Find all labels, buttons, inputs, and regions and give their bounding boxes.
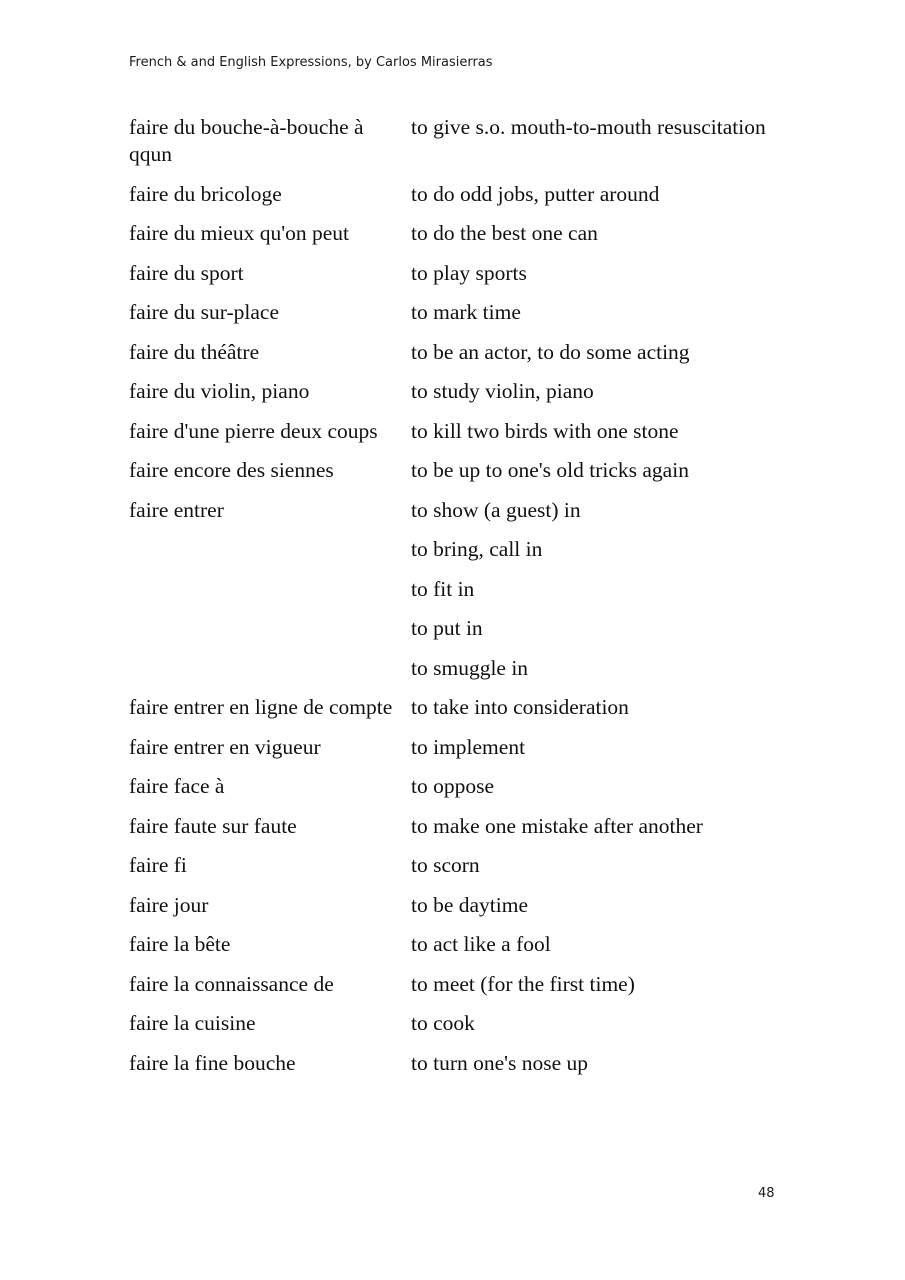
table-row	[129, 694, 769, 721]
english-translation: to show (a guest) in	[411, 497, 581, 522]
french-expression: faire entrer en ligne de compte	[129, 695, 393, 719]
english-translation: to bring, call in	[411, 537, 543, 561]
french-expression: faire la fine bouche	[129, 1050, 296, 1075]
english-translation: to mark time	[411, 300, 521, 324]
english-translation: to act like a fool	[411, 932, 551, 956]
french-expression: faire du sur-place	[129, 300, 279, 324]
french-expression: faire fi	[129, 853, 187, 877]
english-translation: to put in	[411, 616, 483, 640]
table-row	[129, 536, 769, 563]
table-row	[129, 114, 769, 168]
french-expression: faire d'une pierre deux coups	[129, 418, 378, 443]
table-row	[129, 615, 769, 642]
table-row	[129, 497, 769, 524]
table-row	[129, 773, 769, 800]
table-row	[129, 1010, 769, 1037]
table-row	[129, 418, 769, 445]
french-expression: faire entrer en vigueur	[129, 734, 321, 759]
table-row	[129, 655, 769, 682]
english-translation: to be up to one's old tricks again	[411, 458, 689, 482]
english-translation: to make one mistake after another	[411, 813, 703, 838]
english-translation: to scorn	[411, 853, 480, 877]
french-expression: faire jour	[129, 892, 209, 917]
running-header: French & and English Expressions, by Carlos Mirasierras	[129, 55, 493, 70]
table-row	[129, 1050, 769, 1077]
table-row	[129, 734, 769, 761]
french-expression: faire entrer	[129, 497, 224, 522]
french-expression: faire la cuisine	[129, 1011, 256, 1035]
table-row	[129, 378, 769, 405]
table-row	[129, 931, 769, 958]
french-expression: faire faute sur faute	[129, 813, 297, 838]
french-expression	[129, 615, 411, 642]
table-row	[129, 220, 769, 247]
english-translation: to play sports	[411, 260, 527, 285]
english-translation: to be daytime	[411, 892, 529, 917]
english-translation: to kill two birds with one stone	[411, 418, 679, 443]
table-row	[129, 457, 769, 484]
english-translation: to oppose	[411, 774, 495, 798]
english-translation: to take into consideration	[411, 695, 629, 719]
english-translation: to turn one's nose up	[411, 1050, 589, 1075]
page-number: 48	[758, 1186, 775, 1201]
french-expression: faire face à	[129, 774, 225, 798]
english-translation: to give s.o. mouth-to-mouth resuscitation	[411, 115, 766, 139]
english-translation: to meet (for the first time)	[411, 971, 635, 996]
english-translation: to be an actor, to do some acting	[411, 339, 690, 364]
french-expression: faire la bête	[129, 932, 231, 956]
french-expression: faire du théâtre	[129, 339, 260, 364]
french-expression: faire du bouche-à-bouche à qqun	[129, 115, 364, 166]
english-translation: to fit in	[411, 576, 475, 601]
table-row	[129, 339, 769, 366]
table-row	[129, 892, 769, 919]
french-expression	[129, 576, 411, 603]
table-row	[129, 576, 769, 603]
french-expression	[129, 536, 411, 563]
table-row	[129, 971, 769, 998]
expression-table	[129, 114, 769, 1089]
table-row	[129, 852, 769, 879]
french-expression: faire du violin, piano	[129, 379, 310, 403]
table-row	[129, 260, 769, 287]
english-translation: to do odd jobs, putter around	[411, 181, 660, 206]
french-expression: faire encore des siennes	[129, 458, 334, 482]
french-expression: faire la connaissance de	[129, 971, 334, 996]
table-row	[129, 181, 769, 208]
french-expression: faire du mieux qu'on peut	[129, 221, 350, 245]
table-row	[129, 299, 769, 326]
english-translation: to implement	[411, 734, 526, 759]
english-translation: to cook	[411, 1011, 475, 1035]
table-row	[129, 813, 769, 840]
french-expression: faire du sport	[129, 260, 244, 285]
english-translation: to study violin, piano	[411, 379, 594, 403]
english-translation: to smuggle in	[411, 655, 529, 680]
french-expression: faire du bricologe	[129, 181, 282, 206]
french-expression	[129, 655, 411, 682]
english-translation: to do the best one can	[411, 221, 598, 245]
